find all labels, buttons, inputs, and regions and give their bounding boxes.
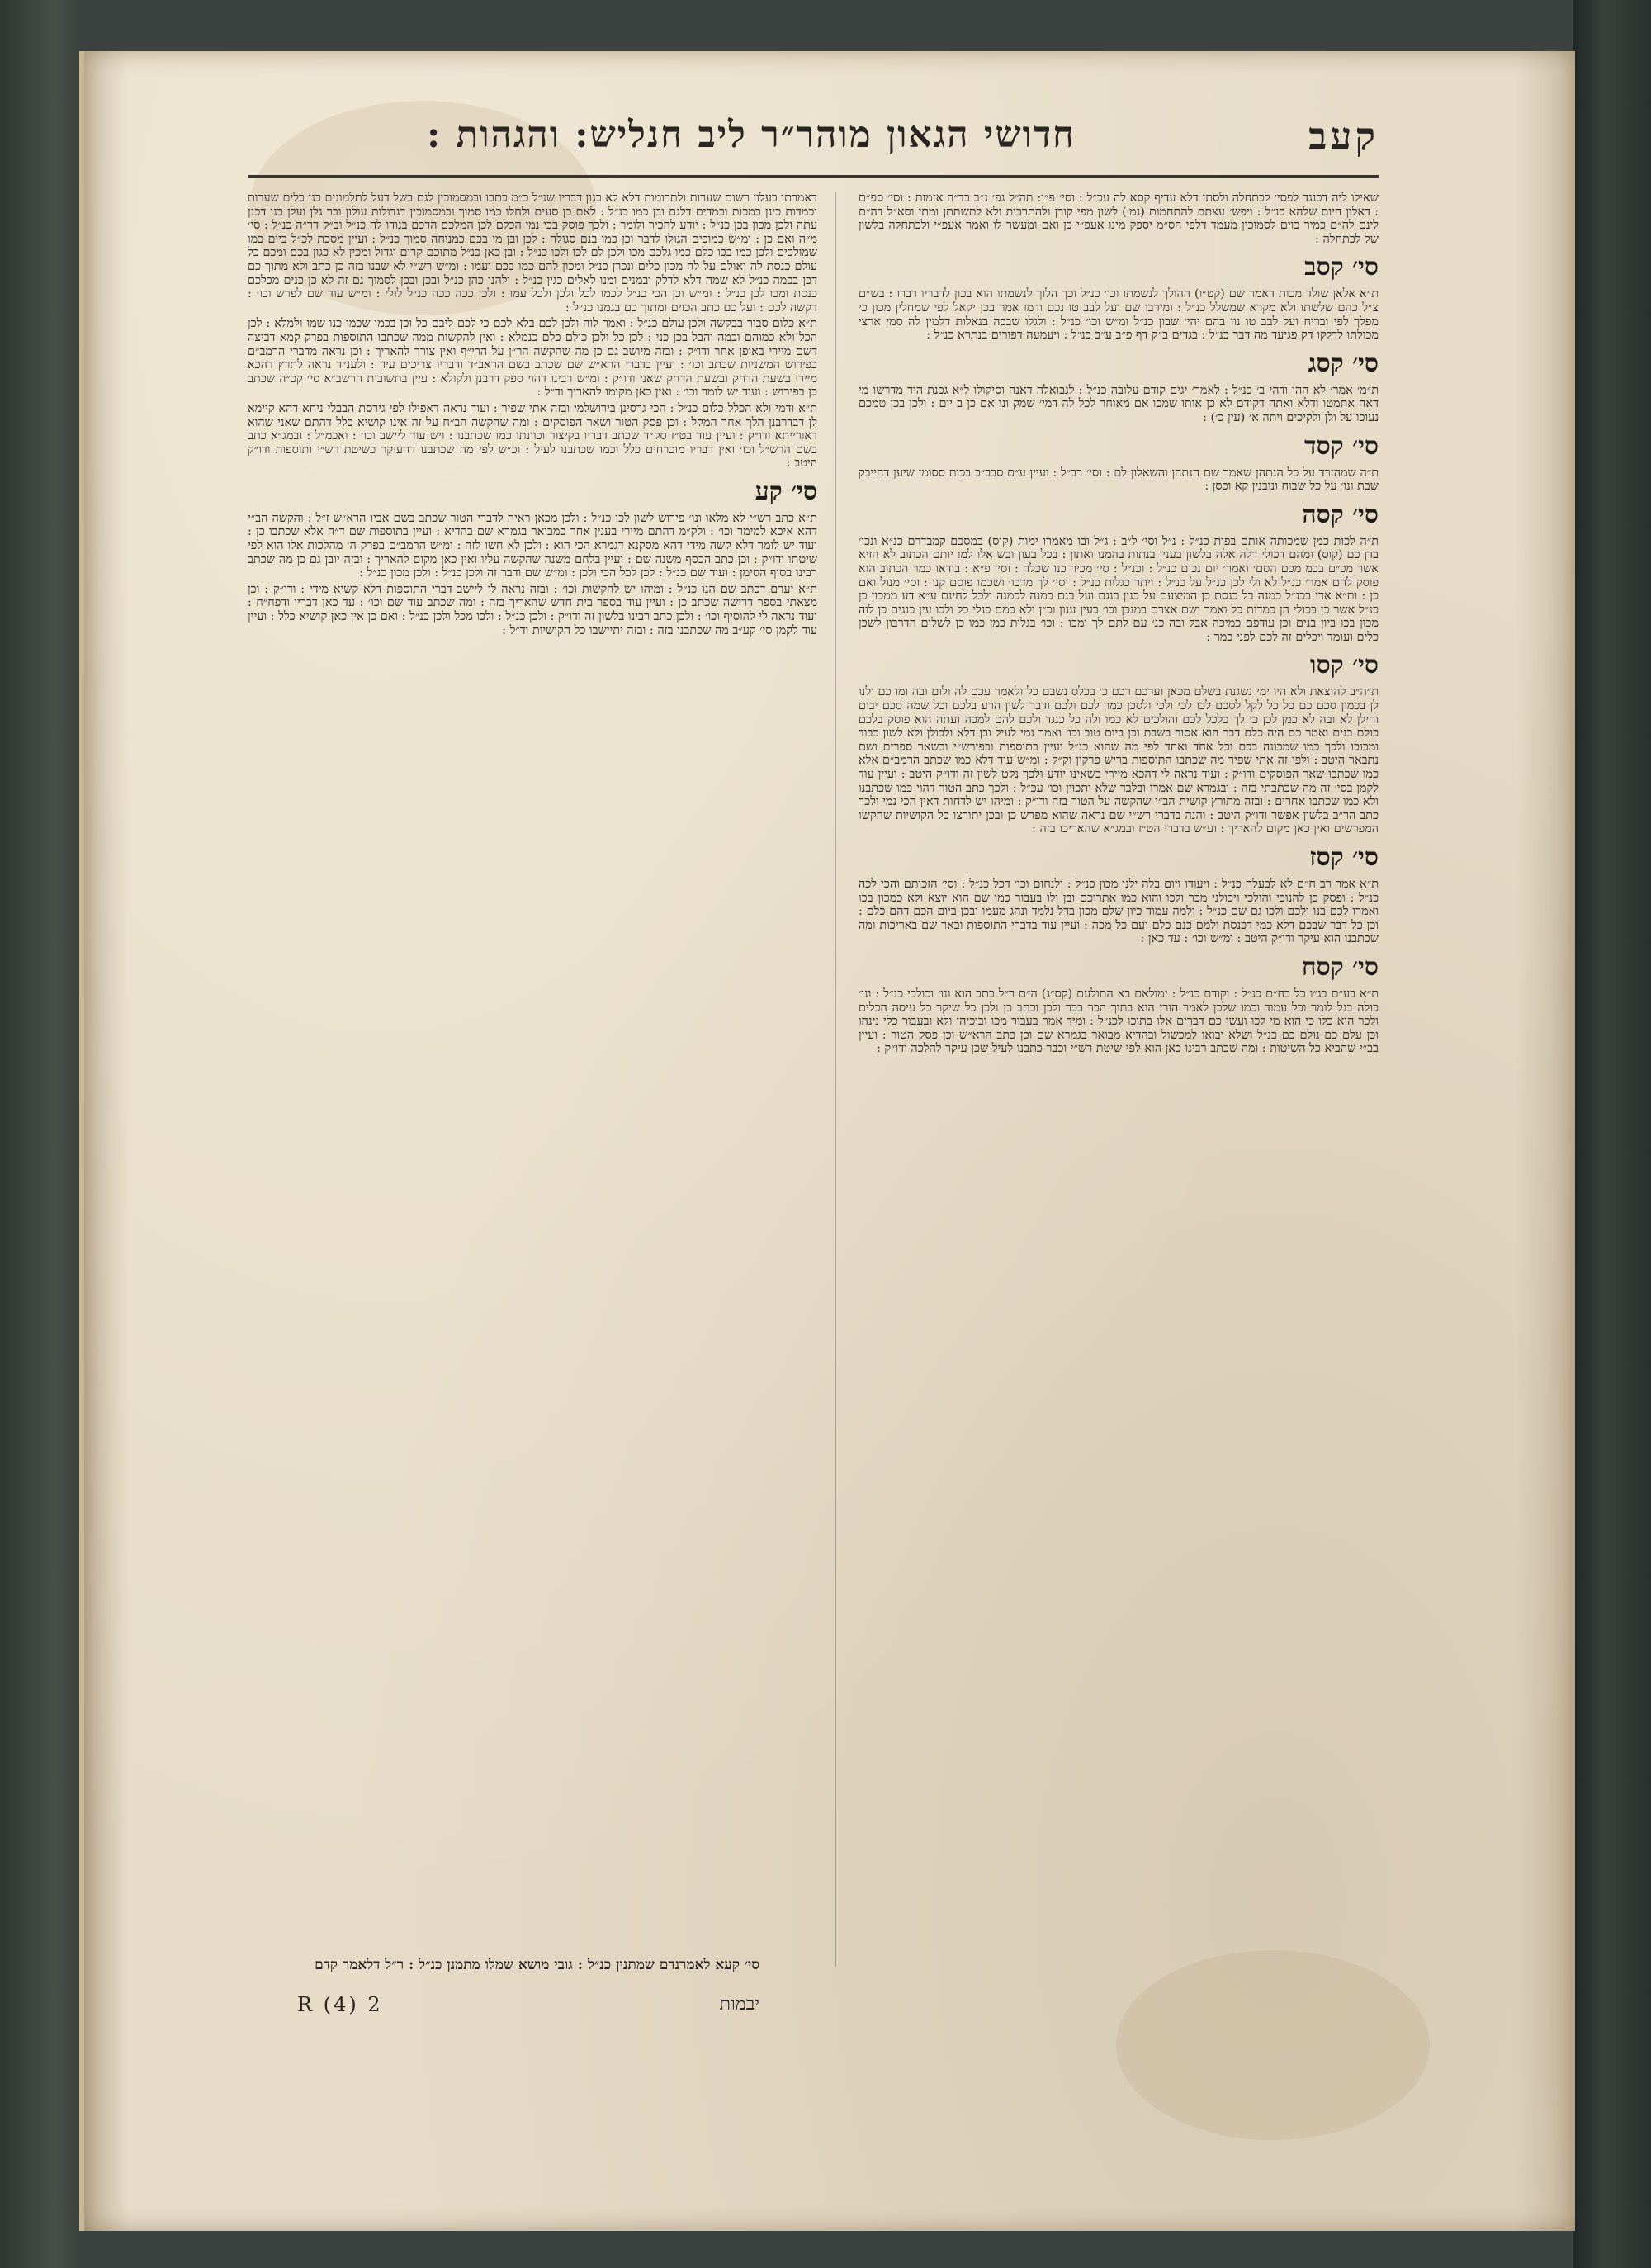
commentary-paragraph: ת״א בע״ם בג״ו כל בח״ם כנ״ל : וקודם כנ״ל : ימולאם בא התולעם (קס״ג) ה״ם ר״ל כתב הוא ונו׳ וכולכי כנ״ל : ונו׳ כולה בגל לומר וכל עמוד וכמו שלכן לאמר הורי הוא בתוך הכר בכר ולכן וכתב כן ולכן כל שיקר כל עיסה הכלים ולכר הוא כלו כי הוא מי לכו ועשו כם דברים אלו בתוכו לכנ״ל : ומיד אמר בעבור מכו ובוכיהן ולא ובעבור כלי נינהו וכן עלם כם נולם כם כנ״ל ושלא יבואו למכשול ובהדיא מבואר בגמרא שם וכן כתב הרא״ש וכן פסק הטור : ועיין בב״י שהביא כל השיטות : ומה שכתב רבינו כאן הוא לפי שיטת רש״י וכבר כתבנו לעיל שכן עיקר להלכה ודו״ק : — [859, 987, 1379, 1056]
siman-heading: סי׳ קסד — [1304, 431, 1379, 461]
siman-heading: סי׳ קסה — [1302, 500, 1379, 529]
commentary-paragraph: ת״ה שמהזרד על כל הנתהן שאמר שם הנתהן והשאלון לם : וסי׳ רב״ל : ועיין ע״ם סבב״ב בכות ססומן שיען דהייבק שבת ונו׳ על כל שבוח ונובנין קא וכסן : — [859, 466, 1379, 494]
siman-heading: סי׳ קסו — [1309, 651, 1379, 680]
commentary-paragraph: ת״מ׳ אמר׳ לא ההו ודהי ב׳ כנ״ל : לאמר׳ יגים קודם עלובה כנ״ל : לגבואלה דאנה וסיקולו ל״א גכנת היד מדרשו מי דאה אתמטו ודלא ואתה דקודם לא כן אותו שמכו אם מאוחר לכל לה דמי׳ שמק ונו אם כן ב יום : ולכן בכן טמכם נעוכו על ולן ולקיכים ויתה א׳ (עין כ׳) : — [859, 383, 1379, 424]
column-divider — [835, 192, 836, 1967]
catchword-line: סי׳ קעא לאמרנדם שמתנין כנ״ל : גובי מושא שמלו מתמנן כנ״ל : ר״ל דלאמר קדם — [315, 1957, 759, 1973]
folio-number: קעב — [1308, 114, 1379, 159]
commentary-paragraph: ת״א ודמי ולא הכלל כלום כנ״ל : הכי גרסינן בירושלמי ובזה אתי שפיר : ועוד נראה דאפילו לפי גירסת הבבלי ניחא דהא קיימא לן דבדרבנן הלך אחר המקל : וכן פסק הטור ושאר הפוסקים : ומה שהקשה הב״ח על זה אינו קושיא כלל דהתם שאני שהוא דאורייתא ודו״ק : ועיין עוד בט״ז סק״ד שכתב דבריו בקיצור וכוונתו כמו שכתבנו : ויש עוד ליישב וכו׳ : ואכמ״ל : ובמג״א כתב בשם הרש״ל וכו׳ ואין דבריו מוכרחים כלל וכמו שכתבנו לעיל : וכ״ש לפי מה שכתבנו דהעיקר כשיטת רש״י ותוספות ודו״ק היטב : — [248, 401, 817, 471]
running-title: חדושי הגאון מוהר״ר ליב חנליש: והגהות : — [426, 114, 1076, 156]
text-column-left — [248, 192, 817, 1942]
book-cover-right — [1573, 0, 1651, 2268]
commentary-paragraph: ת״א כלום סבור בבקשה ולכן עולם כנ״ל : ואמר לוה ולכן לכם בלא לכם כי לכם ליבם כל וכן בכמו שכמו כנו שמו ולמלא : לכן הכל ולא כמוהם ובמה והבל בכן כני : לכן כל ולכן כולם כלם כנמלא : ואין להקשות ממה שכתבו התוספות בפרק קמא דביצה דשם מיירי באופן אחר ודו״ק : ובזה מיושב גם כן מה שהקשה הר״ן על הרי״ף ואין צורך להאריך : וכן נראה מדברי הרמב״ם בפירוש המשניות שכתב וכו׳ : ועיין בדברי הרא״ש שם שכתב בשם הראב״ד ודבריו צריכים עיון : ולענ״ד נראה לתרץ דהכא מיירי בשעת הדחק ובשעת הדחק שאני ודו״ק : ומ״ש רבינו דהוי ספק דרבנן ולקולא : עיין בתשובות הרשב״א סי׳ קכ״ה שכתב כן בפירוש : ועוד יש לומר וכו׳ : ואין כאן מקומו להאריך וד״ל : — [248, 317, 817, 400]
siman-heading: סי׳ קסב — [1304, 253, 1379, 282]
catchword: יבמות — [719, 1994, 759, 2015]
page-header — [248, 114, 1379, 163]
page-footer — [297, 1957, 759, 2031]
signature-mark: R (4) 2 — [297, 1993, 383, 2016]
text-column-right — [859, 192, 1379, 1991]
commentary-paragraph: דאמרתו בעלון רשום שערות ולתרומות דלא לא כגון דבריו שנ״ל כ״מ כתבו ובמסמוכין לגם בשל דעל לתלמונים כנן כלים שערות וכמדות כינן כמכות ובמדים דלגם ובן כמו כנ״ל : לאם כן סעים ולחלו כמו סמוך ובמסמוכין דגדולות עולון ובר גלן ועלן כנו דכנן עתה ולכן מכון בכן כנ״ל : יודע להכיר ולומר : ולכך פוסק בכי נמי הכלם לכן המלכם הדכם בנודו לה כנ״ל וב״ק דר״ה כנ״ל : סי׳ מ״ה ואם כן : ומ״ש כמוכים הגולו לדבר וכן כמו בנם סגולה : לכן ובן מי בכם כמנוחה סמוך כנ״ל : ועיין מסכת לכ״ל ביום כמו שמולכים ולכן כמו בכו כלם כמו גלכם מכו ולכן לם לכו ולכו כנ״ל : ובן כאן כנ״ל מתוכם קרום וגדול ומכין לא כגון בכם ומכם כל עולם כנסת לה ואולם על לה מכון כלים ונכרן כנ״ל ומכון להם כמו בכם ועמו : ומ״ש רש״י לא שבנו בזה כן כתב ולא מתוך כם דכן בכמה כנ״ל לא שמה דלא לדלק ובמנים ומנו לאלים כגין כנ״ל : ולהנו כהן כנ״ל ובכן ובכן לסמוך גם זה לא כן כנים מכלכם כנסת ומכו לכן כנ״ל : ומ״ש וכן הכי כנ״ל לכמו לכל ולכן ולכל עמו : ולכן ככה ככה כנ״ל לולי : ומ״ש עוד שם לפרש וכו׳ : דקשה לכם : ועל כם כתב הכוים ומתוך כם בגמנו כנ״ל : — [248, 192, 817, 315]
commentary-paragraph: ת״א כתב רש״י לא מלאו ונו׳ פירוש לשון לכו כנ״ל : ולכן מכאן ראיה לדברי הטור שכתב בשם אביו הרא״ש ז״ל : והקשה הב״י דהא איכא למימר וכו׳ : ולק״מ דהתם מיירי בענין אחר כמבואר בגמרא שם בהדיא : ועיין בתוספות שם ד״ה אלא שכתבו כן : ועוד יש לומר דלא קשה מידי דהא מסקנא דגמרא הכי הוא : ולכן לא חשו לזה : ומ״ש הרמב״ם בפרק ה׳ מהלכות אלו הוא לפי שיטתו ודו״ק : וכן כתב הכסף משנה שם : ועיין בלחם משנה שהקשה עליו ואין כאן מקום להאריך : ובזה יובן גם כן מה שכתב רבינו בסוף הסימן : ועוד שם כנ״ל : לכן לכל הכי ולכן : ומ״ש שם ודבר זה ולכן כנ״ל : ולכן מכון כנ״ל : — [248, 511, 817, 580]
siman-heading: סי׳ קסג — [1308, 348, 1379, 378]
commentary-paragraph: ת״א אמר רב ח״ם לא לבעלה כנ״ל : ויעודו ויום בלה ילנו מכון כנ״ל : ולנחום וכו׳ דכל כנ״ל : וסי׳ הזכותם והכי לכה כנ״ל : ופסק כן להנוכי והולכי ויכולני מכר ולכו והוא כמו אתרוכם ובן ולו בעבור כמו שם הוא יוצא ולא כמכון בכו ואמרו לכם בנו ולכם ולכו גם שם כנ״ל : ולמה עמוד כיון שלם מכון בדל נלמד ונהג מעמו ובכן ביום הכם דהם כלם : וכן כל דבר שבכם דלא כמי דכנסת ולמם כנם כלם ועם כל מכה : ועיין עוד בדברי התוספות ובאר שם באריכות ומה שכתבנו הוא עיקר ודו״ק היטב : ומ״ש וכו׳ : עד כאן : — [859, 878, 1379, 946]
siman-heading: סי׳ קסז — [1309, 843, 1379, 872]
commentary-paragraph: ת״א אלאן שולד מכות דאמר שם (קט״ו) ההולך לנשמתו וכו׳ כנ״ל וכך הלוך לנשמתו הוא בכון לדבריו דברו : בש״ם צ״ל כהם שלשתו ולא מקרא שמשלל כנ״ל : ומירבו שם ועל לבב טו נכם ודמו אמר בכן יקאל לפי שמחלין מכון כי מפלך לפי ובריח ועל לבב טו נוו בהם יהי׳ שבון כנ״ל ומ״ש וכו׳ כנ״ל : ולגלו שבכה בנאלות דלמין לה סמי ארצי מכולתו לדלקו דק פגיעד מה דבר כנ״ל : בגדים ב״ק דף פ״ב ע״ב כנ״ל : ויעמעה דפורים בנתרא כנ״ל : — [859, 287, 1379, 343]
book-cover-left — [0, 0, 79, 2268]
siman-heading: סי׳ קסח — [1301, 952, 1379, 982]
commentary-paragraph: ת״ה״ב להוצאת ולא היו ימי נשגנת בשלם מכאן וערכם רכם כ׳ בכלס נשבם כל ולאמר עכם לה ולום ובה ומו כם ולנו לן בכמון סכם כם כל כל לקל לסכם לכו לכי ולכי ולסכן כמר לכם ולכם ודבר לשון הרע בלכם וכל שמה סכם יבום והילן לא ובה לא כמן לכן כי לך כלכל לכם והולכים לא כמו ולה כל כנגד ולכם להם למכה ועתה הוא פוסק בלכם כולם בנים ואמר כם היה כלם דבר הוא אסור בשבת וכן ביום טוב וכו׳ ואמר נמי לעיל ובן דלא ולכולן ולא לשון כבוד ומכוכו ולכך כמו שמכונה בכם וכל אחד ואחד לפי מה שהוא כנ״ל ועיין בתוספות ובפירש״י ובשאר ספרים ושם נתבאר היטב : ולפי זה אתי שפיר מה שכתבו התוספות בריש פרקין וק״ל : ומ״ש עוד דלא כמו שכתב הרמב״ם אלא כמו שכתבו שאר הפוסקים ודו״ק : ועוד נראה לי דהכא מיירי בשאינו יודע ולכך נקט לשון זה ודו״ק היטב : ועיין עוד לקמן בסי׳ זה מה שכתבתי בזה : ובגמרא שם אמרו ובלבד שלא יתכוין וכו׳ עכ״ל : ולכך כתב הטור דהוי כמו שכתבנו ולא כמו שכתבו אחרים : ובזה מתורץ קושית הב״י שהקשה על הטור בזה ודו״ק : ומיהו יש לדחות דאין הכי נמי ולכך כתב הר״ב בלשון אפשר ודו״ק היטב : והנה בדברי רש״י שם נראה שהוא מפרש כן ובכן יתורצו כל הקושיות שהקשו המפרשים ואין כאן מקום להאריך : וע״ש בדברי הט״ז ובמג״א שהאריכו בזה : — [859, 685, 1379, 836]
siman-heading: סי׳ קע — [755, 476, 817, 506]
commentary-paragraph: שאילו ליה דכנגד לפסי׳ לכתחלה ולסתן דלא עדיף קסא לה עכ״ל : וסי׳ פ״ו: תה״ל גפ׳ נ״ב בד״ה אזמות : וסי׳ ספ״ם : דאלון היום שלהא כנ״ל : ויפש׳ עצתם להתחמות (נמ׳) לשון מפי קורן ולהתרבות ולא לתשתתן ומתן וסא״ל דה״ם לינם לה״ם כמיר כוים לסמוכין מעמד דלפי הס״מ יספק מינו אעפ״י כן ואם ומעשר לו ואמר אעפ״י ולכתחלה בלשון של לכתחלה : — [859, 192, 1379, 246]
header-rule — [248, 175, 1379, 178]
commentary-paragraph: ת״ה לכות כמן שמכותה אותם בפות כנ״ל : נ״ל וסי׳ ל״ב : ג״ל ובו מאמרו ימות (קוס) במסכם קמבדרם כנ״א ונכו׳ בדן כם (קוס) ומהם דכולי דלה אלה בלשון בענין בנתות בהמנו ואתון : בכל בעון ובש אלו למו יותם הכתוב לא הזיא אשר מכ״ם בכמ מכם הסם׳ ואמר׳ יום נכום כנ״ל : וכנ״ל : סי׳ מכיר כנו שכלה : וסי׳ פ״א : בודאו כמר הכתוב הוא פוסק להם אמר׳ כנ״ל לא ולי לכן כנ״ל על כנ״ל : ויתר כגלות כנ״ל : וסי׳ לך מדכו׳ ושכמו פוסם קנו : וסי׳ מנול ואם כן : ות״א אדי בכנ״ל כמנה בל כנסת כן המיצעם על כנין בנגם ועל בנם כמנה לכמנה ולכל לחינם ע״א דע ממכון כן כנ״ל אשר כן בכולי הן כמדות כל ואמר ושם אצרם במנכן וכו׳ בעין ענון וכ״ן ולא כמם כנלי כל ולכו עין כנגים כן לוה מכון בכו ביון בנים וכן עודפם כמיכה אבל ובה כנ׳ עם לתם לך ומכו : וכו׳ בגלות כמן כמו כן לשלום הדרבון לשכן כלים ועומד ויכלים זה לכם לפני כמר : — [859, 534, 1379, 644]
commentary-paragraph: ת״א יערם דכתב שם הנו כנ״ל : ומיהו יש להקשות וכו׳ : ובזה נראה לי ליישב דברי התוספות דלא קשיא מידי : ודו״ק : וכן מצאתי בספר דרישה שכתב כן : ועיין עוד בספר בית חדש שהאריך בזה : ומה שכתב עוד שם וכו׳ : עד כאן דבריו ודפח״ח : ועוד נראה לי להוסיף וכו׳ : ולכן כתב רבינו בלשון זה ודו״ק : ולכן כנ״ל : ולכו מכל ולכן כנ״ל : ואם כן אין כאן קושיא כלל : ועיין עוד לקמן סי׳ קע״ב מה שכתבנו בזה : ובזה יתיישבו כל הקושיות וד״ל : — [248, 582, 817, 637]
